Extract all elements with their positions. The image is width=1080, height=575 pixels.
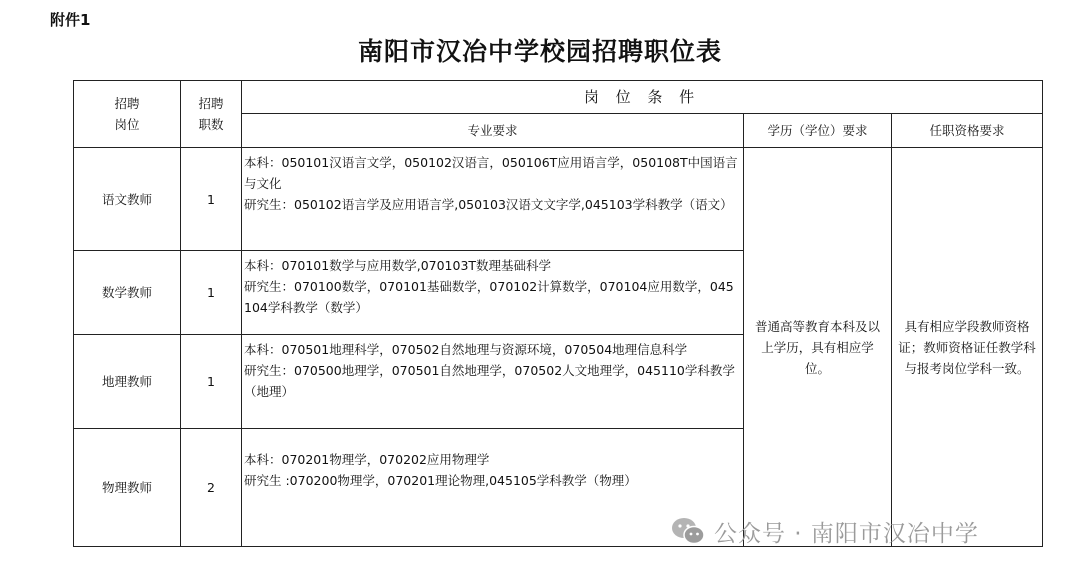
- education-requirement: 普通高等教育本科及以上学历，具有相应学位。: [744, 148, 892, 547]
- page-title: 南阳市汉冶中学校园招聘职位表: [357, 37, 722, 66]
- header-conditions: 岗 位 条 件: [242, 81, 1043, 114]
- header-count: [181, 81, 242, 148]
- major-undergrad: 本科：070101数学与应用数学,070103T数理基础科学: [244, 258, 552, 273]
- watermark: [670, 514, 979, 548]
- header-count-line2: 职数: [198, 117, 224, 132]
- wechat-icon: [670, 516, 706, 546]
- header-qualification: 任职资格要求: [892, 114, 1043, 148]
- major-undergrad: 本科：070501地理科学，070502自然地理与资源环境，070504地理信息科学: [244, 342, 688, 357]
- major-graduate: 研究生：070500地理学，070501自然地理学，070502人文地理学，045110学科教学（地理）: [244, 363, 735, 399]
- major-graduate: 研究生：070100数学，070101基础数学，070102计算数学，070104应用数学，045104学科教学（数学）: [244, 279, 734, 315]
- major-undergrad: 本科：070201物理学，070202应用物理学: [244, 452, 490, 467]
- table-row: [74, 148, 1043, 251]
- header-position-line2: 岗位: [114, 117, 140, 132]
- header-count-line1: 招聘: [198, 96, 224, 111]
- position-cell: 物理教师: [74, 429, 181, 547]
- major-graduate: 研究生 :070200物理学，070201理论物理,045105学科教学（物理）: [244, 473, 637, 488]
- major-graduate: 研究生：050102语言学及应用语言学,050103汉语文文字学,045103学科教学（语文）: [244, 197, 733, 212]
- position-cell: 数学教师: [74, 251, 181, 335]
- count-cell: 1: [181, 335, 242, 429]
- major-undergrad: 本科：050101汉语言文学，050102汉语言，050106T应用语言学，050108T中国语言与文化: [244, 155, 738, 191]
- major-cell: [242, 148, 744, 251]
- header-major: 专业要求: [242, 114, 744, 148]
- qualification-requirement: 具有相应学段教师资格证；教师资格证任教学科与报考岗位学科一致。: [892, 148, 1043, 547]
- watermark-text: 公众号 · 南阳市汉冶中学: [714, 520, 979, 547]
- major-cell: [242, 335, 744, 429]
- header-position-line1: 招聘: [114, 96, 140, 111]
- major-cell: [242, 429, 744, 547]
- count-cell: 1: [181, 148, 242, 251]
- count-cell: 2: [181, 429, 242, 547]
- header-position: [74, 81, 181, 148]
- position-cell: 语文教师: [74, 148, 181, 251]
- major-cell: [242, 251, 744, 335]
- attachment-label: 附件1: [50, 11, 91, 29]
- header-education: 学历（学位）要求: [744, 114, 892, 148]
- recruitment-table: [73, 80, 1043, 547]
- position-cell: 地理教师: [74, 335, 181, 429]
- count-cell: 1: [181, 251, 242, 335]
